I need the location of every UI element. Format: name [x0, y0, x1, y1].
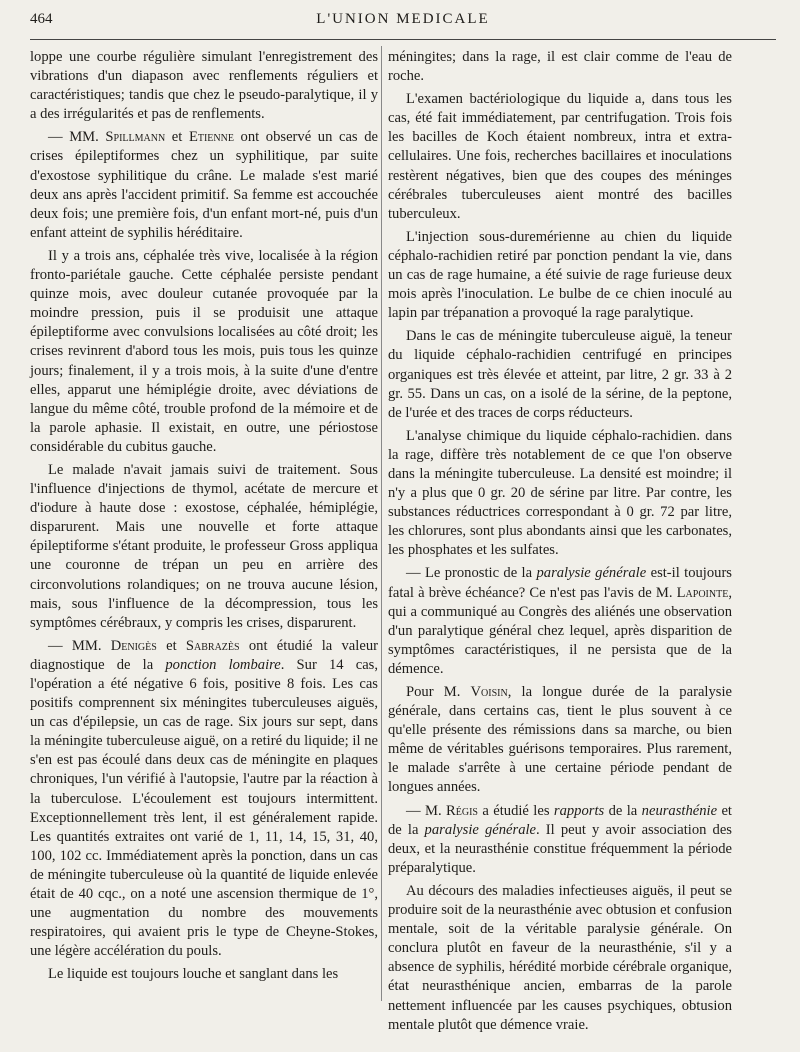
author-name: Denigès	[110, 637, 157, 654]
paragraph: loppe une courbe régulière simulant l'enregistrement des vibrations d'un diapason avec renflements réguliers et caractéristiques; tandis que chez le pseudo-paralytique, il y a des irrégularités et pas de renflements.	[30, 49, 378, 123]
text-run: . Sur 14 cas, l'opération a été négative 6 fois, positive 8 fois. Les cas positifs comprennent six méningites tuberculeuses aiguës, un cas d'épilepsie, un cas de rage. Six jours sur sept, dans la méningite tuberculeuse aiguë, on a retiré du liquide; il ne s'en est pas écoulé dans deux cas de méningite en plaques chroniques, l'un vérifié à l'autopsie, l'autre par la réaction à la tuberculose. L'écoulement est toujours intermittent. Exceptionnellement très lent, il est généralement rapide. Les quantités extraites ont varié de 1, 11, 14, 15, 31, 40, 100, 102 cc. Immédiatement après la ponction, dans un cas de méningite tuberculeuse où la quantité de liquide enlevée était de 40 cqc., on a noté une ascension thermique de 1°, une augmentation du nombre des mouvements respiratoires, qui avaient pris le type de Cheyne-Stokes, une légère accélération du pouls.	[30, 656, 379, 960]
paragraph: Le liquide est toujours louche et sanglant dans les	[48, 966, 339, 983]
author-name: Régis	[446, 802, 478, 819]
text-run: et	[156, 637, 186, 654]
right-column	[388, 48, 732, 1035]
page-number: 464	[30, 11, 53, 27]
paragraph: L'examen bactériologique du liquide a, dans tous les cas, été fait immédiatement, par centrifugation. Trois fois les bacilles de Koch étaient nombreux, intra et extra-cellulaires. Une fois, recherches bacillaires et inoculations restèrent négatives, bien que des coupes des méninges cérébrales tuberculeuses aient montré des bacilles tuberculeux.	[388, 91, 732, 222]
author-name: Lapointe	[676, 584, 729, 601]
author-name: Voisin	[470, 684, 508, 700]
text-run: et de la	[388, 802, 732, 838]
page-header	[30, 11, 776, 37]
paragraph: Dans le cas de méningite tuberculeuse aiguë, la teneur du liquide céphalo-rachidien centrifugé en principes organiques est très élevée et atteint, par litre, 2 gr. 33 à 2 gr. 55. Dans un cas, on a isolé de la sérine, de la peptone, de l'urée et des traces de corps réducteurs.	[388, 328, 732, 421]
text-run: est-il toujours fatal à brève échéance? Ce n'est pas l'avis de M.	[388, 565, 732, 601]
text-run: ont étudié la valeur diagnostique de la	[30, 637, 378, 673]
paragraph: L'analyse chimique du liquide céphalo-rachidien. dans la rage, diffère très notablement de ce que l'on observe dans la méningite tuberculeuse. La densité est moindre; il n'y a plus que 0 gr. 20 de sérine par litre. Par contre, les substances réductrices correspondant à 0 gr. 72 par litre, les chlorures, sont plus abondants ainsi que les carbonates, les phosphates et les sulfates.	[388, 427, 732, 559]
running-title: L'UNION MEDICALE	[316, 11, 490, 27]
author-name: Sabrazès	[185, 637, 240, 654]
text-run: et	[165, 129, 189, 146]
paragraph: Il y a trois ans, céphalée très vive, localisée à la région fronto-pariétale gauche. Cette céphalée persiste pendant quinze mois, avec douleur cutanée provoquée par la moindre pression, puis il se produisit une attaque épileptiforme avec convulsions localisées au côté droit; les crises revinrent d'abord tous les mois, puis tous les quinze jours; finalement, il y a trois mois, à la suite d'une d'entre elles, apparut une hémiplégie droite, avec déviations de langue du même côté, trouble profond de la mémoire et de la parole aphasie. Il existait, en outre, une périostose considérable du cubitus gauche.	[30, 247, 378, 455]
paragraph	[388, 683, 732, 798]
paragraph	[388, 802, 732, 878]
author-name: Etienne	[188, 129, 234, 146]
text-run: . Il peut y avoir association des deux, et la neurasthénie constitue fréquemment la période préparalytique.	[388, 821, 732, 876]
text-run: — Le pronostic de la	[406, 565, 537, 582]
text-run: a étudié les	[477, 802, 554, 819]
text-run: de la	[604, 802, 642, 819]
paragraph: Le malade n'avait jamais suivi de traitement. Sous l'influence d'injections de thymol, acétate de mercure et d'iodure à haute dose : exostose, céphalée, hémiplégie, disparurent. Mais une nouvelle et forte attaque épileptiforme s'étant produite, le professeur Gross appliqua une couronne de trépan un peu en arrière des circonvolutions rolandiques; on ne trouva aucune lésion, mais, sous l'influence de la décompression, tous les symptômes cérébraux, y compris les crises, disparurent.	[30, 461, 378, 631]
text-run: — MM.	[48, 637, 111, 654]
text-run: ont observé un cas de crises épileptiformes chez un syphilitique, par suite d'exostose syphilitique du crâne. Le malade s'est marié deux ans après l'accident primitif. Sa femme est accouchée deux fois; une première fois, d'un enfant mort-né, puis d'un enfant atteint de syphilis héréditaire.	[30, 129, 378, 241]
emphasis: paralysie générale	[536, 565, 647, 582]
emphasis: ponction lombaire	[165, 656, 281, 673]
emphasis: rapports	[553, 802, 605, 819]
paragraph: méningites; dans la rage, il est clair comme de l'eau de roche.	[388, 49, 732, 85]
author-name: Spillmann	[105, 129, 166, 146]
emphasis: neurasthénie	[641, 802, 718, 819]
text-run: , qui a communiqué au Congrès des aliénés une observation d'un paralytique général chez lequel, après disparition de symptômes caractéristiques, il ne persista que de la démence.	[388, 584, 732, 677]
text-run: — MM.	[48, 129, 106, 146]
column-divider	[381, 46, 382, 1001]
paragraph	[30, 128, 378, 243]
left-column	[30, 48, 378, 985]
text-run: , la longue durée de la paralysie générale, dans certains cas, tient le plus souvent à ce qu'elle présente des rémissions dans sa marche, ou bien même de véritables guérisons temporaires. Plus rarement, le malade s'arrête à une certaine période pendant de longues années.	[388, 684, 732, 796]
text-run: — M.	[406, 802, 447, 819]
text-run: Pour M.	[406, 684, 471, 700]
emphasis: paralysie générale	[424, 821, 537, 838]
header-rule	[30, 39, 776, 40]
paragraph	[388, 564, 732, 679]
paragraph: L'injection sous-duremérienne au chien du liquide céphalo-rachidien retiré par ponction pendant la vie, dans un cas de rage humaine, a été suivie de rage furieuse deux mois après l'inoculation. Le bulbe de ce chien inoculé au lapin par trépanation a provoqué la rage paralytique.	[388, 228, 732, 322]
paragraph: Au décours des maladies infectieuses aiguës, il peut se produire soit de la neurasthénie avec obtusion et confusion mentale, soit de la véritable paralysie générale. On conclura plutôt en faveur de la neurasthénie, s'il y a absence de syphilis, hérédité morbide cérébrale organique, état neurasthénique ancien, embarras de la parole nettement influencée par les causes psychiques, obtusion mentale plutôt que démence vraie.	[388, 882, 732, 1033]
paragraph	[30, 637, 378, 962]
